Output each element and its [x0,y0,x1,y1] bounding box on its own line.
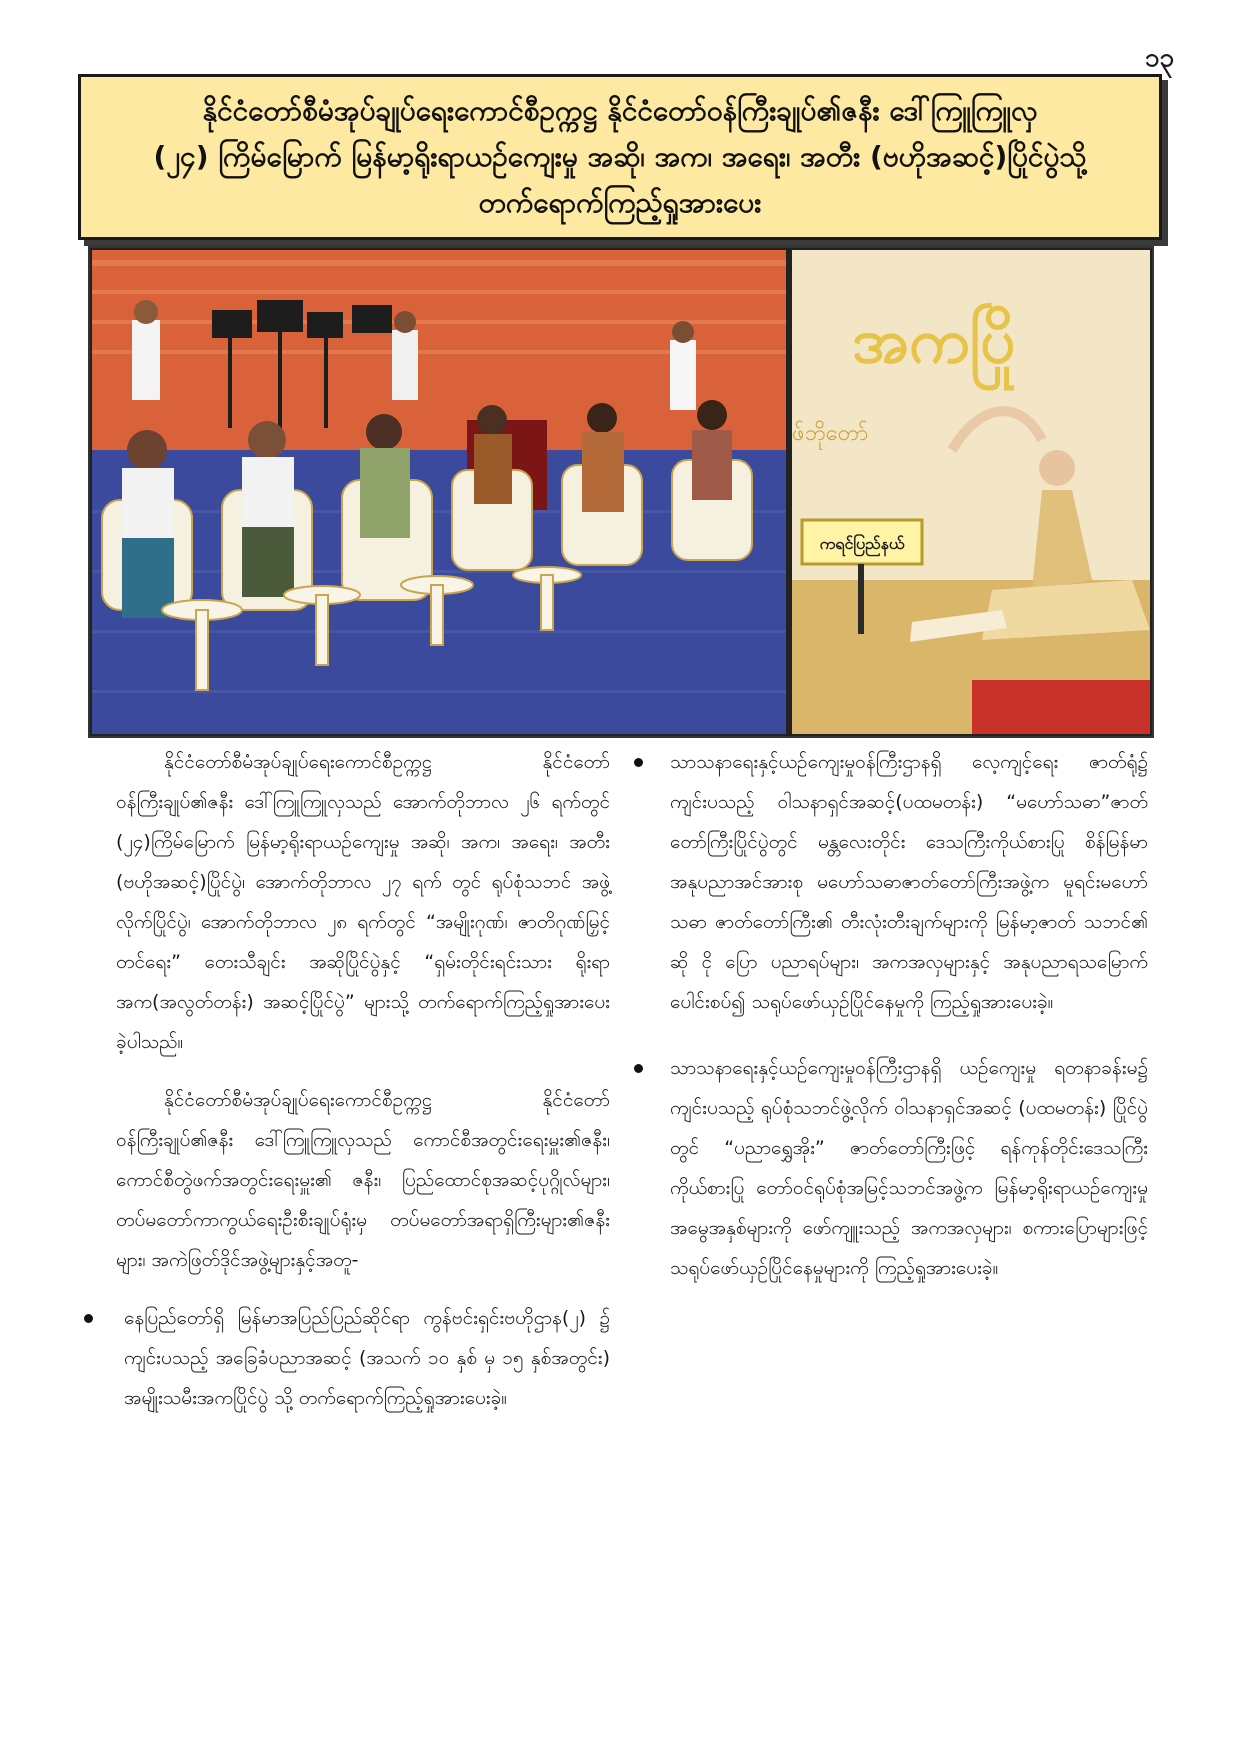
bullet-item-2: သာသနာရေးနှင့်ယဉ်ကျေးမှုဝန်ကြီးဌာနရှိ လေ့ကျင့်ရေး ဇာတ်ရုံ၌ ကျင်းပသည့် ဝါသနာရှင်အဆင့်(ပထမတန်း) “မဟော်သဓာ”ဇာတ်တော်ကြီးပြိုင်ပွဲတွင် မန္တလေးတိုင်း ဒေသကြီးကိုယ်စားပြု စိန်မြန်မာအနုပညာအင်အားစု မဟော်သဓာဇာတ်တော်ကြီးအဖွဲ့က မူရင်းမဟော်သဓာ ဇာတ်တော်ကြီး၏ တီးလုံးတီးချက်များကို မြန်မာ့ဇာတ် သဘင်၏ ဆို ငို ပြော ပညာရပ်များ၊ အကအလှများနှင့် အနုပညာရသမြောက်ပေါင်းစပ်၍ သရုပ်ဖော်ယှဉ်ပြိုင်နေမှုကို ကြည့်ရှုအားပေးခဲ့။ [634,742,1148,1022]
bullet-item-1: နေပြည်တော်ရှိ မြန်မာအပြည်ပြည်ဆိုင်ရာ ကွန်ဗင်းရှင်းဗဟိုဌာန(၂) ၌ ကျင်းပသည့် အခြေခံပညာအဆင့် (အသက် ၁၀ နှစ် မှ ၁၅ နှစ်အတွင်း) အမျိုးသမီးအကပြိုင်ပွဲ သို့ တက်ရောက်ကြည့်ရှုအားပေးခဲ့။ [84,1298,610,1418]
left-text-column [116,742,610,1444]
dancer-photo [792,250,1150,734]
headline-line-2: (၂၄) ကြိမ်မြောက် မြန်မာ့ရိုးရာယဉ်ကျေးမှု အဆို၊ အက၊ အရေး၊ အတီး (ဗဟိုအဆင့်)ပြိုင်ပွဲသို့ [153,140,1087,173]
bullet-item-3: သာသနာရေးနှင့်ယဉ်ကျေးမှုဝန်ကြီးဌာနရှိ ယဉ်ကျေးမှု ရတနာခန်းမ၌ ကျင်းပသည့် ရုပ်စုံသဘင်ဖွဲ့လိုက် ဝါသနာရှင်အဆင့် (ပထမတန်း) ပြိုင်ပွဲတွင် “ပညာရွှေအိုး” ဇာတ်တော်ကြီးဖြင့် ရန်ကုန်တိုင်းဒေသကြီးကိုယ်စားပြု တော်ဝင်ရုပ်စုံအမြင့်သဘင်အဖွဲ့က မြန်မာ့ရိုးရာယဉ်ကျေးမှု အမွေအနှစ်များကို ဖော်ကျူးသည့် အကအလှများ၊ စကားပြောများဖြင့် သရုပ်ဖော်ယှဉ်ပြိုင်နေမှုများကို ကြည့်ရှုအားပေးခဲ့။ [634,1048,1148,1288]
paragraph-2: နိုင်ငံတော်စီမံအုပ်ချုပ်ရေးကောင်စီဥက္ကဋ္ဌ နိုင်ငံတော်ဝန်ကြီးချုပ်၏ဇနီး ဒေါ်ကြူကြူလှသည် ကောင်စီအတွင်းရေးမှူး၏ဇနီး၊ ကောင်စီတွဲဖက်အတွင်းရေးမှူး၏ ဇနီး၊ ပြည်ထောင်စုအဆင့်ပုဂ္ဂိုလ်များ၊ တပ်မတော်ကာကွယ်ရေးဦးစီးချုပ်ရုံးမှ တပ်မတော်အရာရှိကြီးများ၏ဇနီးများ၊ အကဲဖြတ်ဒိုင်အဖွဲ့များနှင့်အတူ- [116,1089,610,1271]
news-photo [88,246,1154,738]
headline-line-3: တက်ရောက်ကြည့်ရှုအားပေး [478,186,762,219]
paragraph-1: နိုင်ငံတော်စီမံအုပ်ချုပ်ရေးကောင်စီဥက္ကဋ္ဌ နိုင်ငံတော်ဝန်ကြီးချုပ်၏ဇနီး ဒေါ်ကြူကြူလှသည် အောက်တိုဘာလ ၂၆ ရက်တွင် (၂၄)ကြိမ်မြောက် မြန်မာ့ရိုးရာယဉ်ကျေးမှု အဆို၊ အက၊ အရေး၊ အတီး (ဗဟိုအဆင့်)ပြိုင်ပွဲ၊ အောက်တိုဘာလ ၂၇ ရက် တွင် ရုပ်စုံသဘင် အဖွဲ့လိုက်ပြိုင်ပွဲ၊ အောက်တိုဘာလ ၂၈ ရက်တွင် “အမျိုးဂုဏ်၊ ဇာတိဂုဏ်မြှင့်တင်ရေး” တေးသီချင်း အဆိုပြိုင်ပွဲနှင့် “ရှမ်းတိုင်းရင်းသား ရိုးရာအက(အလွတ်တန်း) အဆင့်ပြိုင်ပွဲ” များသို့ တက်ရောက်ကြည့်ရှုအားပေးခဲ့ပါသည်။ [116,751,610,1053]
stage-sign-text: ကရင်ပြည်နယ် [819,534,905,553]
headline-box [78,74,1162,240]
page-number: ၁၃ [1144,43,1174,73]
headline-line-1: နိုင်ငံတော်စီမံအုပ်ချုပ်ရေးကောင်စီဥက္ကဋ္ဌ နိုင်ငံတော်ဝန်ကြီးချုပ်၏ဇနီး ဒေါ်ကြူကြူလှ [202,94,1038,127]
backdrop-text: အကပြို [852,304,1016,377]
audience-photo [92,250,786,734]
right-text-column [634,742,1148,1314]
backdrop-small-text: ဖ်ဘိုတော် [792,421,869,446]
